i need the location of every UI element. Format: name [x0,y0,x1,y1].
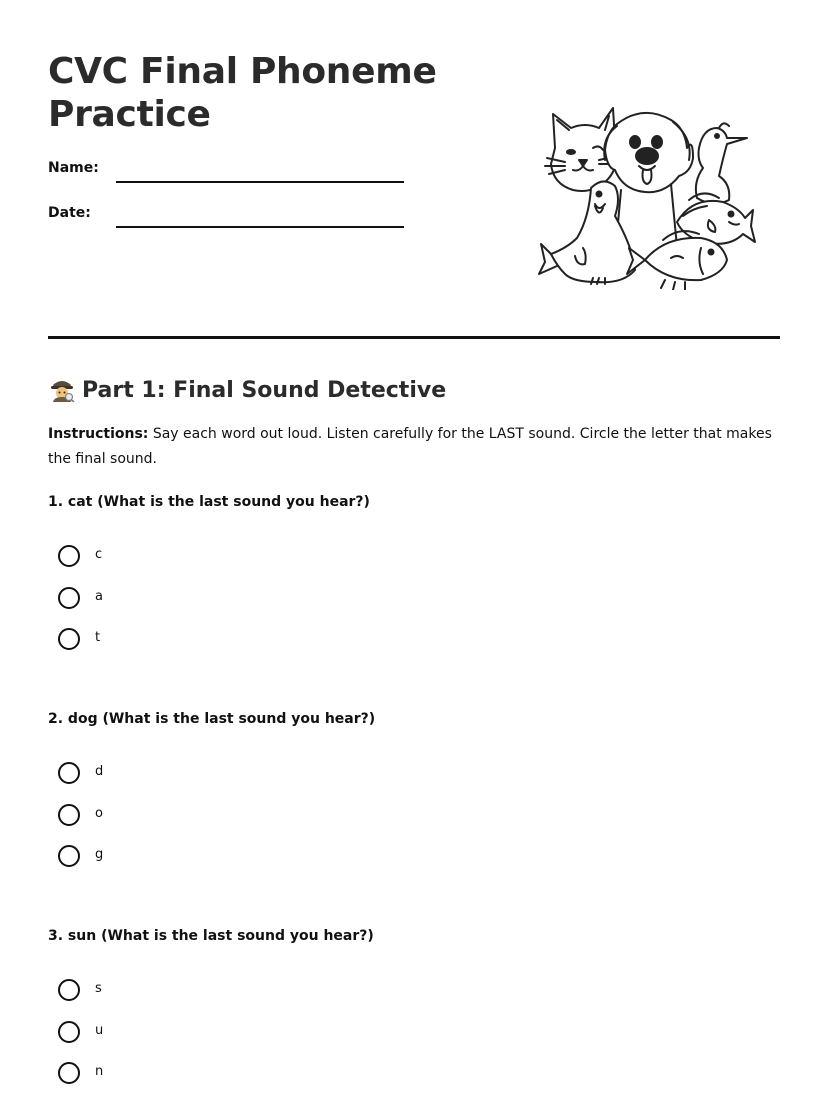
radio-button[interactable] [58,762,80,784]
name-label: Name: [48,160,99,176]
fish-drawing [677,193,755,243]
answer-option[interactable] [58,979,258,1021]
radio-button[interactable] [58,545,80,567]
answer-option[interactable] [58,545,258,587]
answer-option[interactable] [58,804,258,846]
question-1 [48,494,780,645]
answer-option[interactable] [58,1021,258,1063]
answer-option[interactable] [58,762,258,804]
question-2 [48,711,780,862]
question-text: 1. cat (What is the last sound you hear?) [48,494,370,510]
answer-options [58,979,258,1104]
option-label: g [95,847,104,862]
instructions [48,422,780,472]
date-field[interactable] [48,205,408,233]
radio-button[interactable] [58,979,80,1001]
animals-illustration [533,98,757,290]
answer-option[interactable] [58,628,258,670]
radio-button[interactable] [58,845,80,867]
answer-options [58,762,258,887]
worksheet-title: CVC Final Phoneme Practice [48,51,437,135]
name-line[interactable] [116,181,404,183]
instructions-text: Say each word out loud. Listen carefully for the LAST sound. Circle the letter that makes the final sound. [48,426,772,467]
date-label: Date: [48,205,91,221]
option-label: s [95,981,102,996]
question-text: 3. sun (What is the last sound you hear?) [48,928,374,944]
answer-option[interactable] [58,1062,258,1104]
question-3 [48,928,780,1079]
part1-heading-text: Part 1: Final Sound Detective [82,378,447,403]
heron-drawing [696,123,747,203]
option-label: u [95,1022,104,1038]
option-label: t [95,630,101,645]
option-label: d [95,764,104,779]
answer-option[interactable] [58,845,258,887]
radio-button[interactable] [58,804,80,826]
option-label: c [95,547,103,562]
date-line[interactable] [116,226,404,228]
option-label: n [95,1064,104,1079]
radio-button[interactable] [58,587,80,609]
radio-button[interactable] [58,1062,80,1084]
instructions-label: Instructions: [48,426,149,442]
option-label: a [95,588,103,604]
part1-heading [48,374,446,403]
section-divider [48,336,780,339]
option-label: o [95,805,103,821]
name-field[interactable] [48,160,408,188]
answer-option[interactable] [58,587,258,629]
radio-button[interactable] [58,1021,80,1043]
answer-options [58,545,258,670]
radio-button[interactable] [58,628,80,650]
question-text: 2. dog (What is the last sound you hear?) [48,711,376,727]
detective-icon [48,374,76,402]
